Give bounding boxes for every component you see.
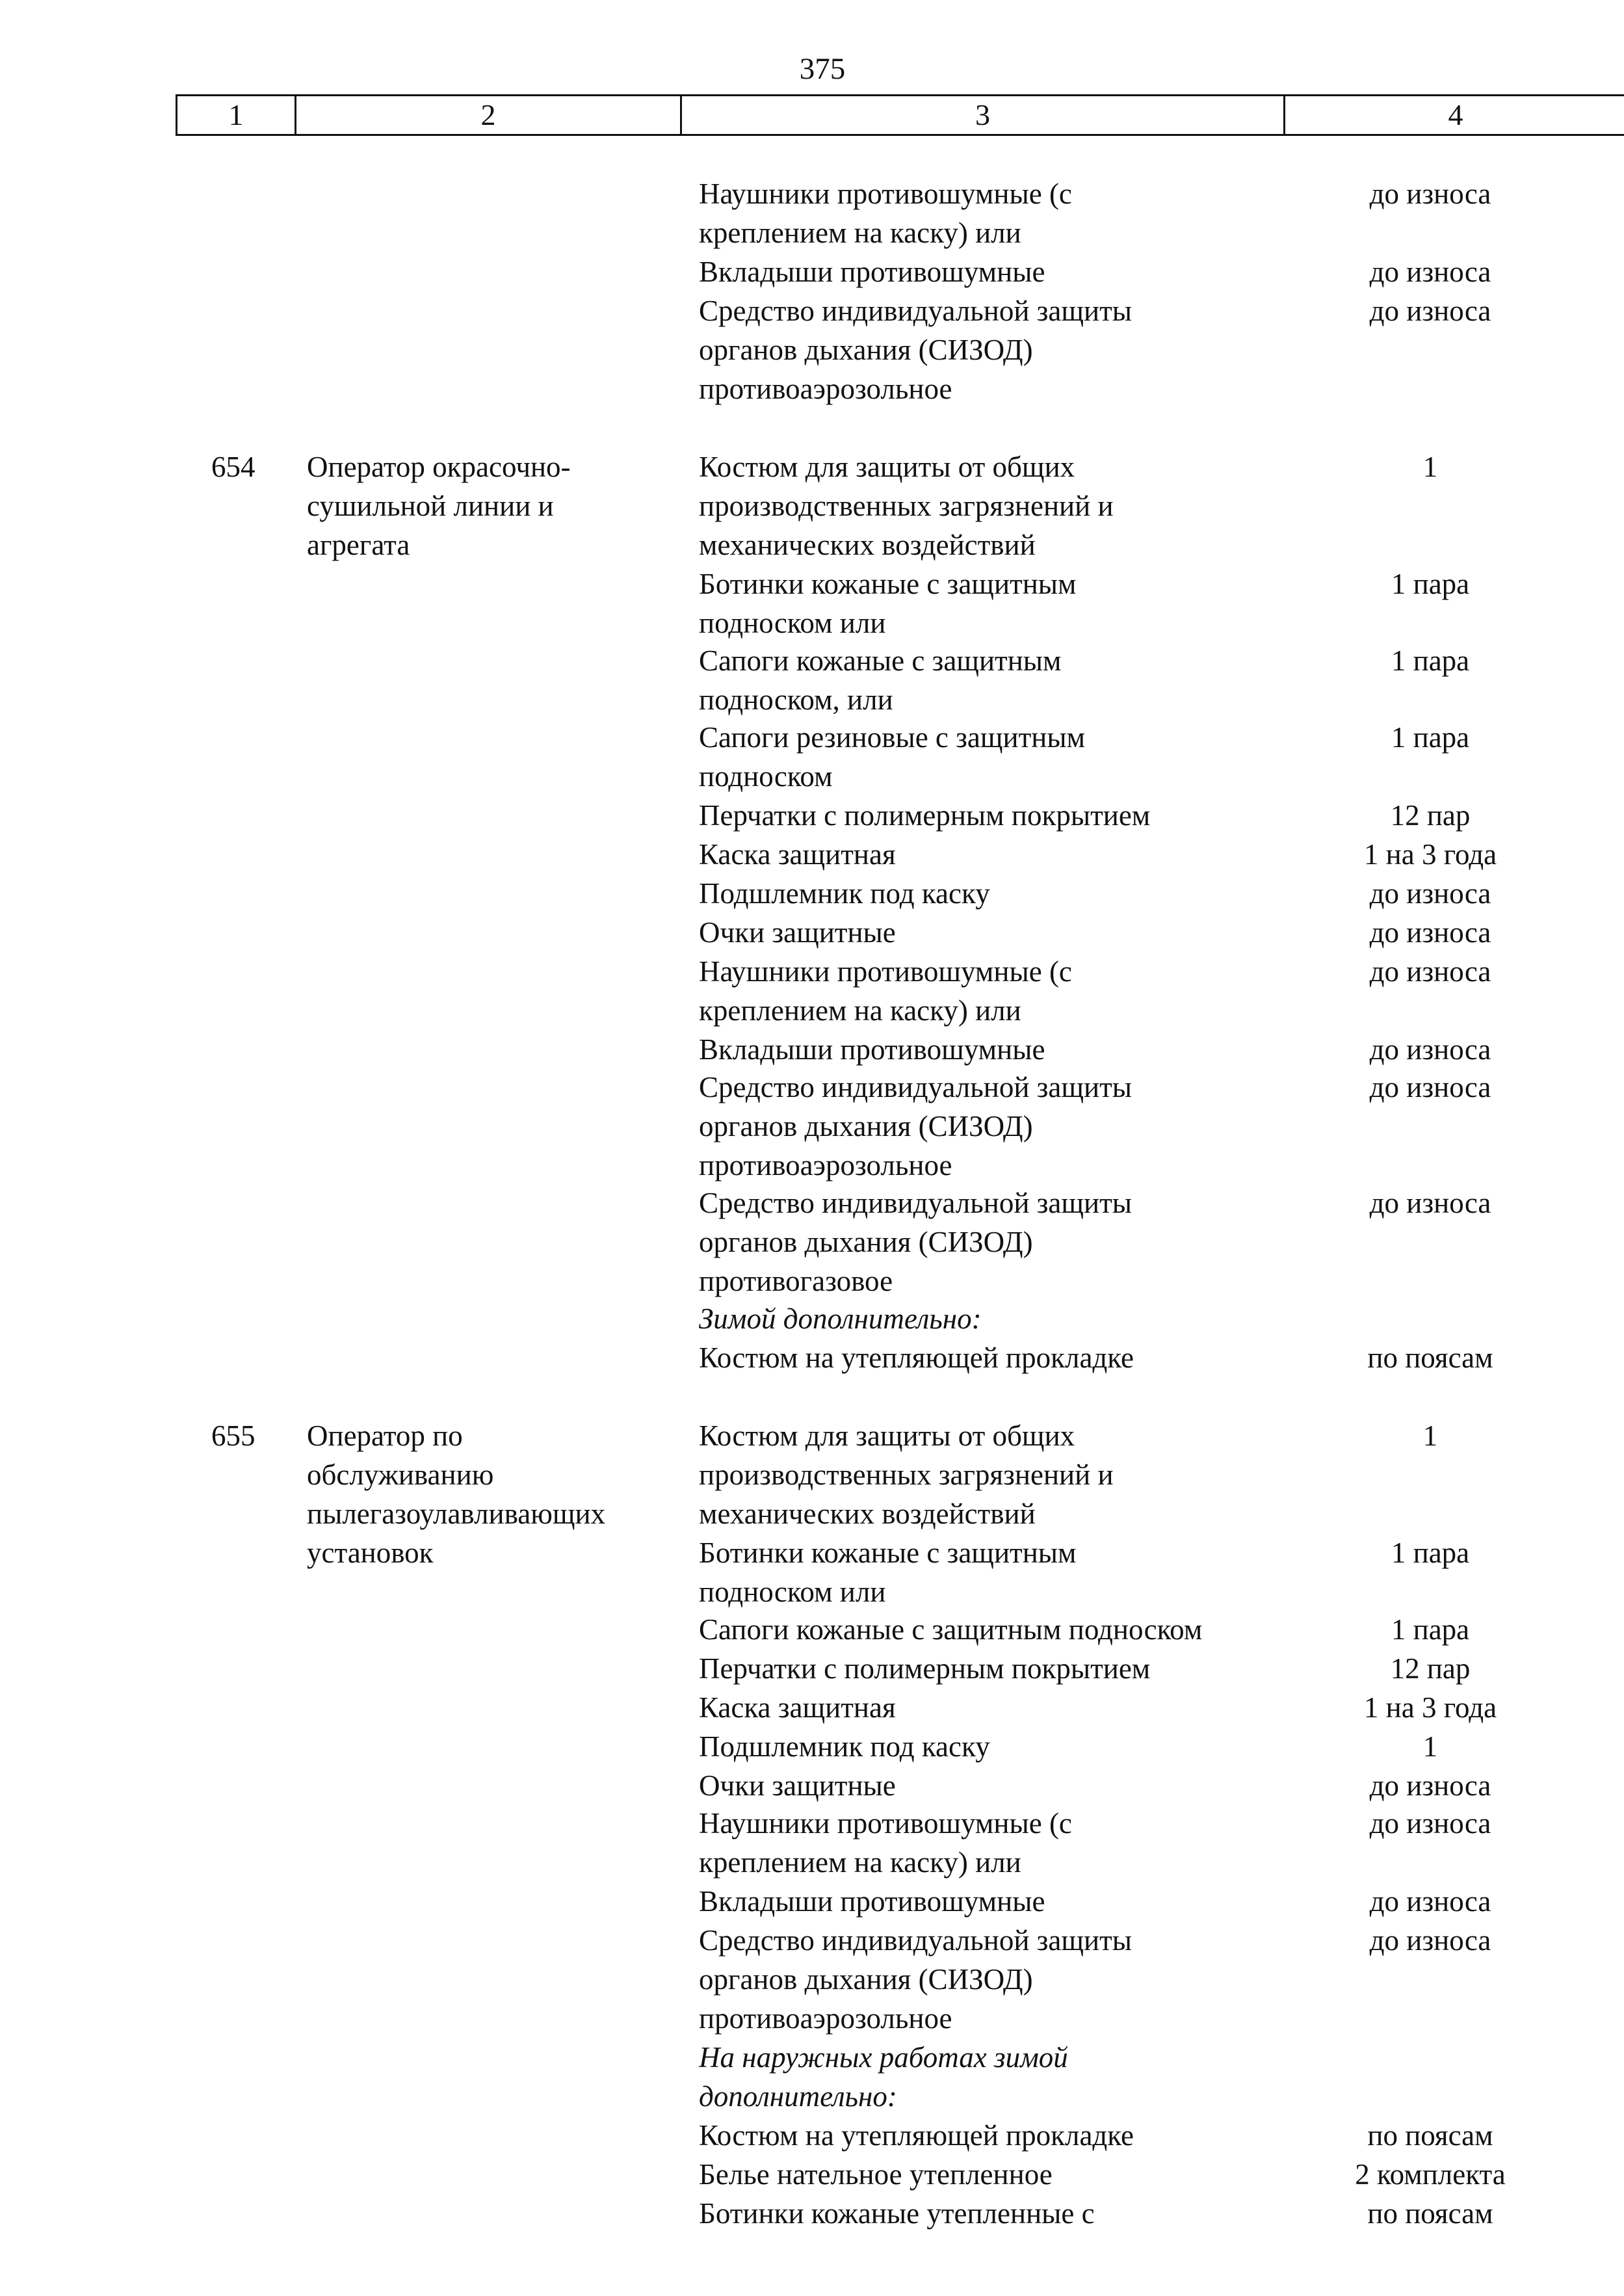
item-line: Очки защитные [699,1769,896,1802]
item-line: органов дыхания (СИЗОД) [699,1963,1033,1996]
profession-line: пылегазоулавливающих [307,1498,606,1530]
item-line: Ботинки кожаные с защитным [699,1537,1077,1569]
header-col-3: 3 [975,98,990,131]
item-line: органов дыхания (СИЗОД) [699,334,1033,366]
item-norm: до износа [1369,955,1491,988]
item-line: подноском [699,760,833,793]
header-col-2: 2 [480,98,496,131]
item-line: Очки защитные [699,916,896,949]
item-line: подноском или [699,607,886,639]
item-norm: 1 пара [1391,1613,1470,1646]
item-norm: до износа [1369,295,1491,327]
item-line: Подшлемник под каску [699,1730,990,1763]
header-col-4: 4 [1448,98,1463,131]
item-norm: до износа [1369,178,1491,210]
profession-line: Оператор по [307,1419,463,1452]
profession-line: агрегата [307,529,410,561]
item-norm: по поясам [1367,2119,1493,2152]
section-note: Зимой дополнительно: [699,1302,982,1335]
item-line: противоаэрозольное [699,1149,952,1181]
item-line: органов дыхания (СИЗОД) [699,1226,1033,1258]
item-line: Наушники противошумные (с [699,1807,1072,1840]
item-line: Вкладыши противошумные [699,256,1045,288]
item-norm: 12 пар [1390,1652,1471,1685]
item-line: Сапоги резиновые с защитным [699,721,1086,754]
item-line: Вкладыши противошумные [699,1885,1045,1918]
item-line: креплением на каску) или [699,217,1021,249]
item-line: креплением на каску) или [699,994,1021,1027]
section-note: дополнительно: [699,2080,897,2113]
item-line: подноском, или [699,683,893,716]
profession-line: обслуживанию [307,1458,494,1491]
item-line: Белье нательное утепленное [699,2158,1053,2191]
table-header [176,94,1624,136]
item-line: Каска защитная [699,1691,896,1724]
item-norm: по поясам [1367,1341,1493,1374]
item-line: механических воздействий [699,529,1036,561]
item-norm: до износа [1369,877,1491,910]
item-line: Сапоги кожаные с защитным подноском [699,1613,1203,1646]
entry-number: 654 [211,451,255,483]
item-norm: 1 [1422,1419,1438,1452]
item-line: производственных загрязнений и [699,490,1114,522]
entry-number: 655 [211,1419,255,1452]
item-norm: до износа [1369,1033,1491,1066]
item-line: противогазовое [699,1265,893,1297]
item-line: Перчатки с полимерным покрытием [699,1652,1151,1685]
item-line: Наушники противошумные (с [699,955,1072,988]
item-line: Сапоги кожаные с защитным [699,644,1062,677]
item-line: подноском или [699,1576,886,1608]
item-line: противоаэрозольное [699,373,952,405]
item-line: Подшлемник под каску [699,877,990,910]
item-norm: до износа [1369,256,1491,288]
item-norm: до износа [1369,1071,1491,1103]
item-norm: до износа [1369,1187,1491,1219]
item-line: Перчатки с полимерным покрытием [699,799,1151,832]
item-line: Костюм для защиты от общих [699,1419,1075,1452]
item-line: производственных загрязнений и [699,1458,1114,1491]
profession-line: установок [307,1537,434,1569]
item-norm: по поясам [1367,2197,1493,2230]
item-line: Средство индивидуальной защиты [699,1924,1133,1957]
item-line: Средство индивидуальной защиты [699,1187,1133,1219]
item-line: Наушники противошумные (с [699,178,1072,210]
item-norm: до износа [1369,916,1491,949]
item-line: креплением на каску) или [699,1846,1021,1879]
item-norm: до износа [1369,1885,1491,1918]
item-line: Каска защитная [699,838,896,871]
item-norm: до износа [1369,1924,1491,1957]
item-norm: 1 [1422,451,1438,483]
page-number: 375 [799,52,846,86]
item-line: Вкладыши противошумные [699,1033,1045,1066]
item-line: Средство индивидуальной защиты [699,295,1133,327]
item-line: противоаэрозольное [699,2002,952,2035]
section-note: На наружных работах зимой [699,2041,1068,2074]
item-line: Костюм для защиты от общих [699,451,1075,483]
item-line: Костюм на утепляющей прокладке [699,1341,1134,1374]
item-norm: 2 комплекта [1355,2158,1506,2191]
profession-line: Оператор окрасочно- [307,451,571,483]
item-norm: 1 на 3 года [1363,1691,1497,1724]
item-line: органов дыхания (СИЗОД) [699,1110,1033,1142]
item-norm: 1 [1422,1730,1438,1763]
item-norm: до износа [1369,1769,1491,1802]
item-norm: до износа [1369,1807,1491,1840]
item-norm: 1 пара [1391,1537,1470,1569]
item-norm: 1 пара [1391,721,1470,754]
profession-line: сушильной линии и [307,490,554,522]
item-norm: 1 пара [1391,568,1470,600]
item-norm: 12 пар [1390,799,1471,832]
item-line: механических воздействий [699,1498,1036,1530]
item-line: Ботинки кожаные с защитным [699,568,1077,600]
header-col-1: 1 [228,98,244,131]
item-norm: 1 пара [1391,644,1470,677]
item-line: Средство индивидуальной защиты [699,1071,1133,1103]
item-norm: 1 на 3 года [1363,838,1497,871]
item-line: Ботинки кожаные утепленные с [699,2197,1095,2230]
item-line: Костюм на утепляющей прокладке [699,2119,1134,2152]
